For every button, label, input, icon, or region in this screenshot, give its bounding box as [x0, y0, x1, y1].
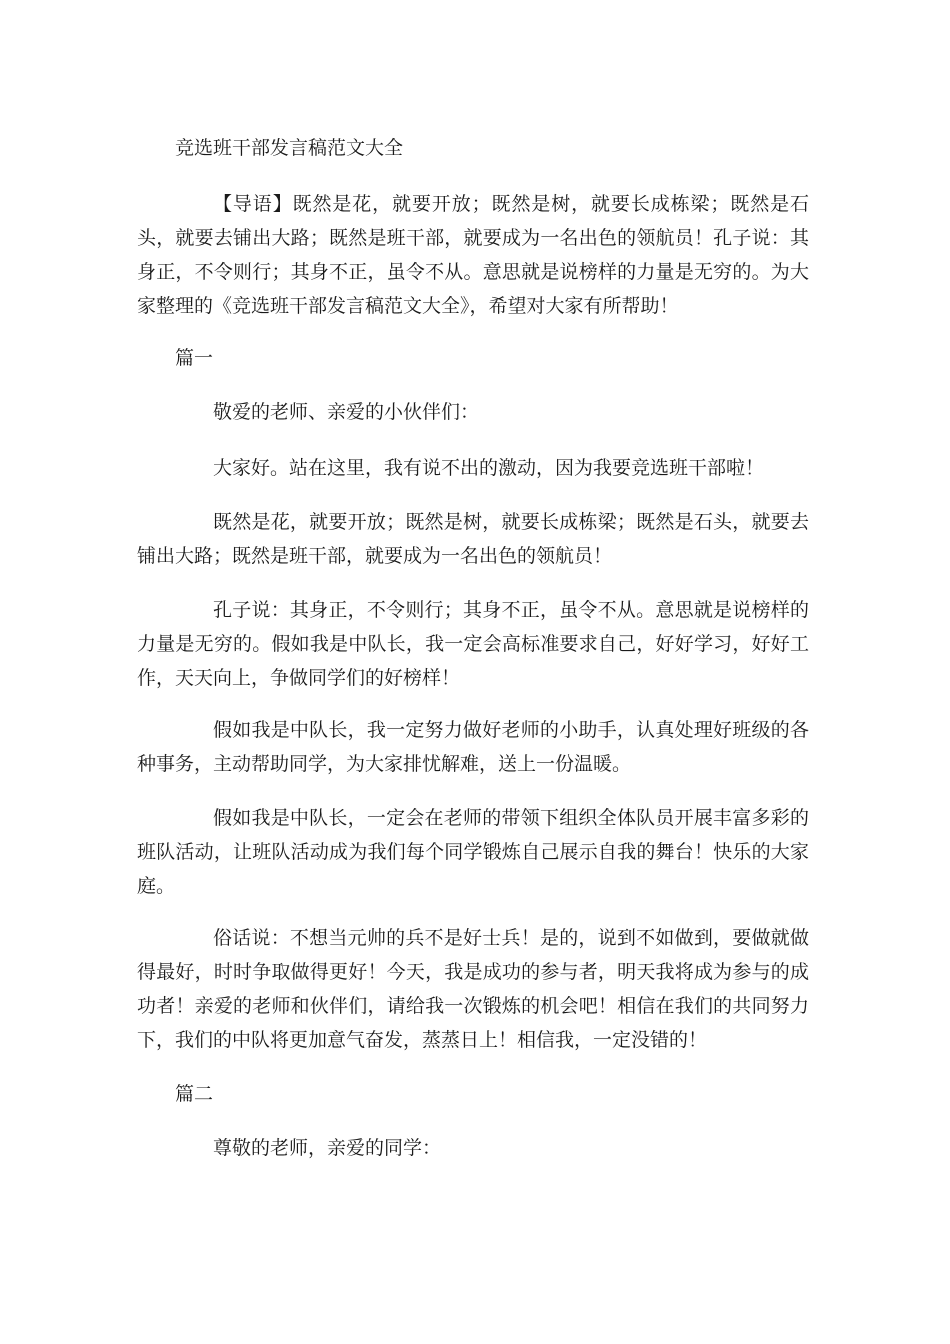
- section1-paragraph-1: 大家好。站在这里，我有说不出的激动，因为我要竞选班干部啦！: [213, 457, 765, 479]
- section2-greeting: 尊敬的老师，亲爱的同学：: [213, 1137, 442, 1159]
- document-title: 竞选班干部发言稿范文大全: [175, 137, 404, 159]
- section1-paragraph-6: 俗话说：不想当元帅的兵不是好士兵！是的，说到不如做到，要做就做得最好，时时争取做得更好！今天，我是成功的参与者，明天我将成为参与的成功者！亲爱的老师和伙伴们，请给我一次锻炼的机会吧！相信在我们的共同努力下，我们的中队将更加意气奋发，蒸蒸日上！相信我，一定没错的！: [137, 927, 809, 1051]
- intro-paragraph: 【导语】既然是花，就要开放；既然是树，就要长成栋梁；既然是石头，就要去铺出大路；既然是班干部，就要成为一名出色的领航员！孔子说：其身正，不令则行；其身不正，虽令不从。意思就是说榜样的力量是无穷的。为大家整理的《竞选班干部发言稿范文大全》，希望对大家有所帮助！: [137, 193, 809, 317]
- section1-paragraph-3: 孔子说：其身正，不令则行；其身不正，虽令不从。意思就是说榜样的力量是无穷的。假如我是中队长，我一定会高标准要求自己，好好学习，好好工作，天天向上，争做同学们的好榜样！: [137, 599, 809, 689]
- section-heading-1: 篇一: [175, 347, 214, 369]
- section1-paragraph-5: 假如我是中队长，一定会在老师的带领下组织全体队员开展丰富多彩的班队活动，让班队活动成为我们每个同学锻炼自己展示自我的舞台！快乐的大家庭。: [137, 807, 809, 897]
- section1-greeting: 敬爱的老师、亲爱的小伙伴们：: [213, 401, 480, 423]
- section1-paragraph-4: 假如我是中队长，我一定努力做好老师的小助手，认真处理好班级的各种事务，主动帮助同学，为大家排忧解难，送上一份温暖。: [137, 719, 809, 775]
- section-heading-2: 篇二: [175, 1083, 214, 1105]
- section1-paragraph-2: 既然是花，就要开放；既然是树，就要长成栋梁；既然是石头，就要去铺出大路；既然是班干部，就要成为一名出色的领航员！: [137, 511, 809, 567]
